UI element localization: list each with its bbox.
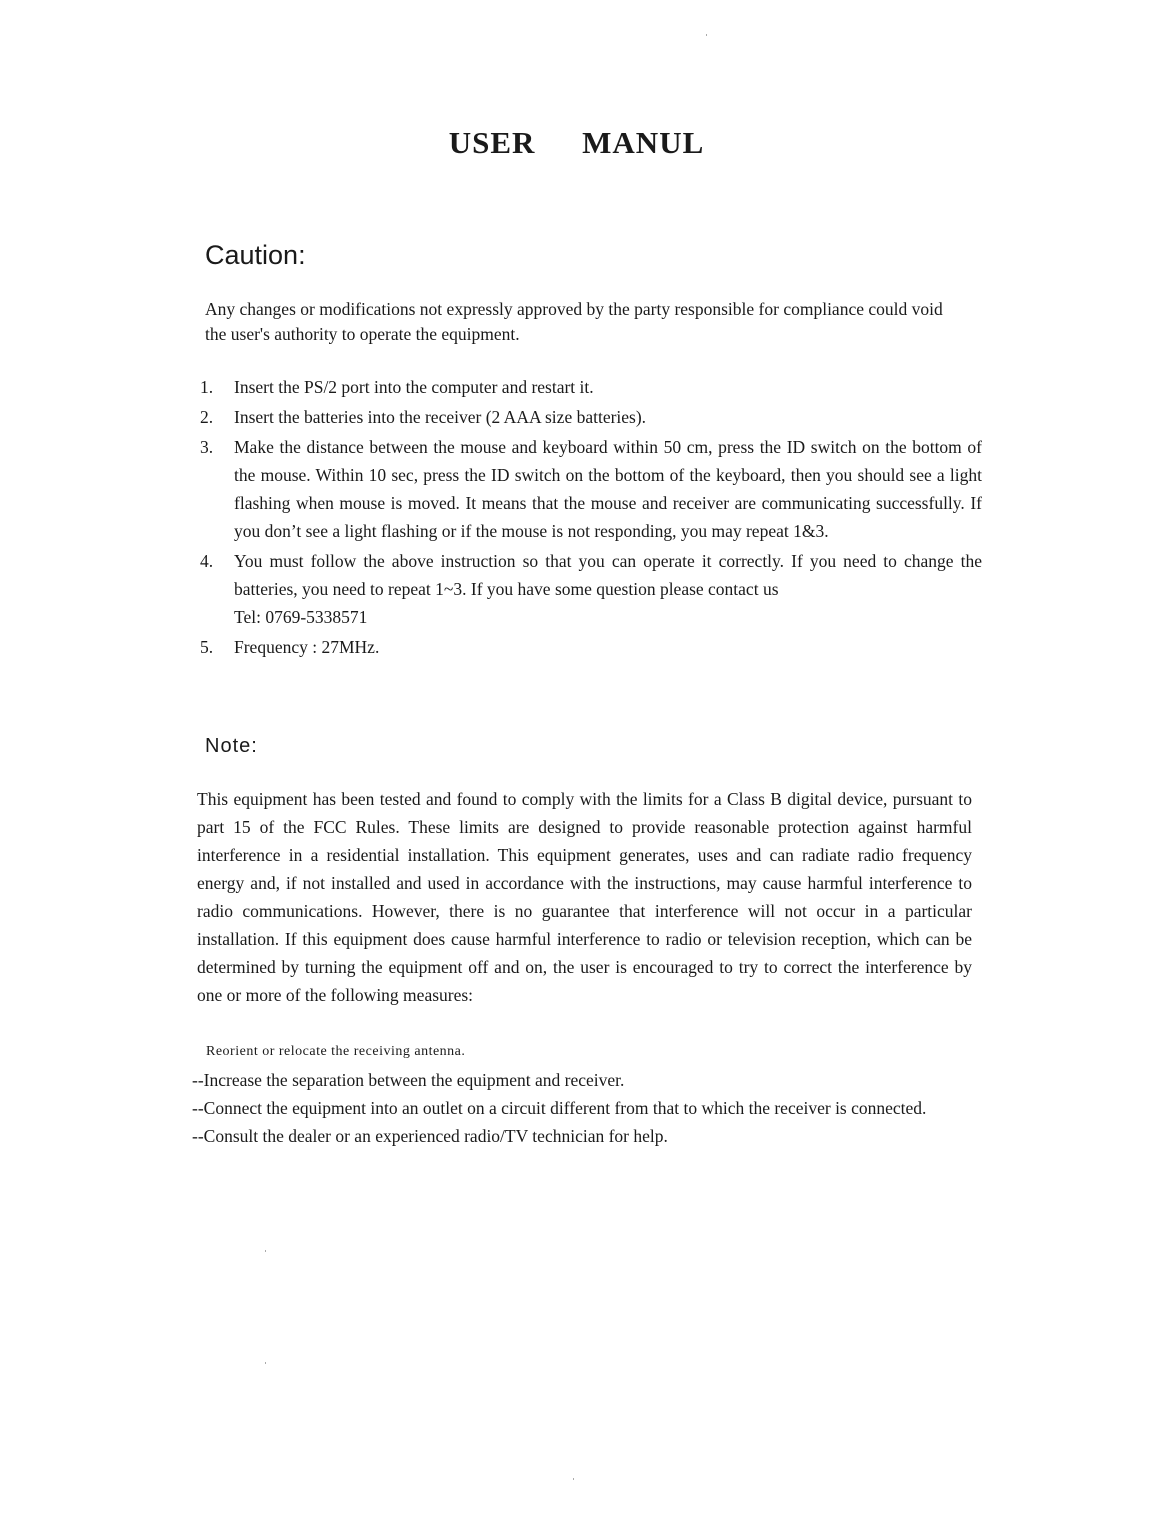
step-number: 1. [200,377,214,397]
measure-item: --Consult the dealer or an experienced radio/TV technician for help. [192,1126,668,1146]
instruction-step [200,403,982,431]
step-number: 5. [200,637,214,657]
caution-text: Any changes or modifications not expressly approved by the party responsible for compliance could void the user's authority to operate the equipment. [205,299,943,344]
measure-item: --Connect the equipment into an outlet on a circuit different from that to which the receiver is connected. [192,1098,927,1118]
contact-phone: Tel: 0769-5338571 [234,607,368,627]
step-number: 4. [200,551,214,571]
instruction-step [200,547,982,631]
step-number: 3. [200,437,214,457]
instruction-step [200,433,982,545]
scan-speck [265,1362,266,1364]
measure-item: --Increase the separation between the equipment and receiver. [192,1070,625,1090]
step-text: Insert the PS/2 port into the computer and restart it. [234,377,594,397]
step-text: Insert the batteries into the receiver (2 AAA size batteries). [234,407,647,427]
step-text: Make the distance between the mouse and keyboard within 50 cm, press the ID switch on the bottom of the mouse. Within 10 sec, press the ID switch on the bottom of the keyboard, then you should see a light flashing when mouse is moved. It means that the mouse and receiver are communicating successfully. If you don’t see a light flashing or if the mouse is not responding, you may repeat 1&3. [234,437,982,541]
caution-heading: Caution: [205,240,306,270]
note-text: This equipment has been tested and found to comply with the limits for a Class B digital device, pursuant to part 15 of the FCC Rules. These limits are designed to provide reasonable protection against harmful interference in a residential installation. This equipment generates, uses and can radiate radio frequency energy and, if not installed and used in accordance with the instructions, may cause harmful interference to radio communications. However, there is no guarantee that interference will not occur in a particular installation. If this equipment does cause harmful interference to radio or television reception, which can be determined by turning the equipment off and on, the user is encouraged to try to correct the interference by one or more of the following measures: [197,789,972,1005]
step-text: Frequency : 27MHz. [234,637,380,657]
note-heading: Note: [205,735,258,757]
instruction-list [200,373,982,663]
measure-item: Reorient or relocate the receiving antenna. [206,1044,466,1059]
step-number: 2. [200,407,214,427]
instruction-step [200,633,982,661]
scan-speck [573,1478,574,1480]
scan-speck [265,1250,266,1252]
measures-list [192,1038,972,1150]
scan-speck [706,34,707,36]
instruction-step [200,373,982,401]
step-text: You must follow the above instruction so that you can operate it correctly. If you need to change the batteries, you need to repeat 1~3. If you have some question please contact us [234,551,982,599]
page-title: USER MANUL [448,125,705,160]
